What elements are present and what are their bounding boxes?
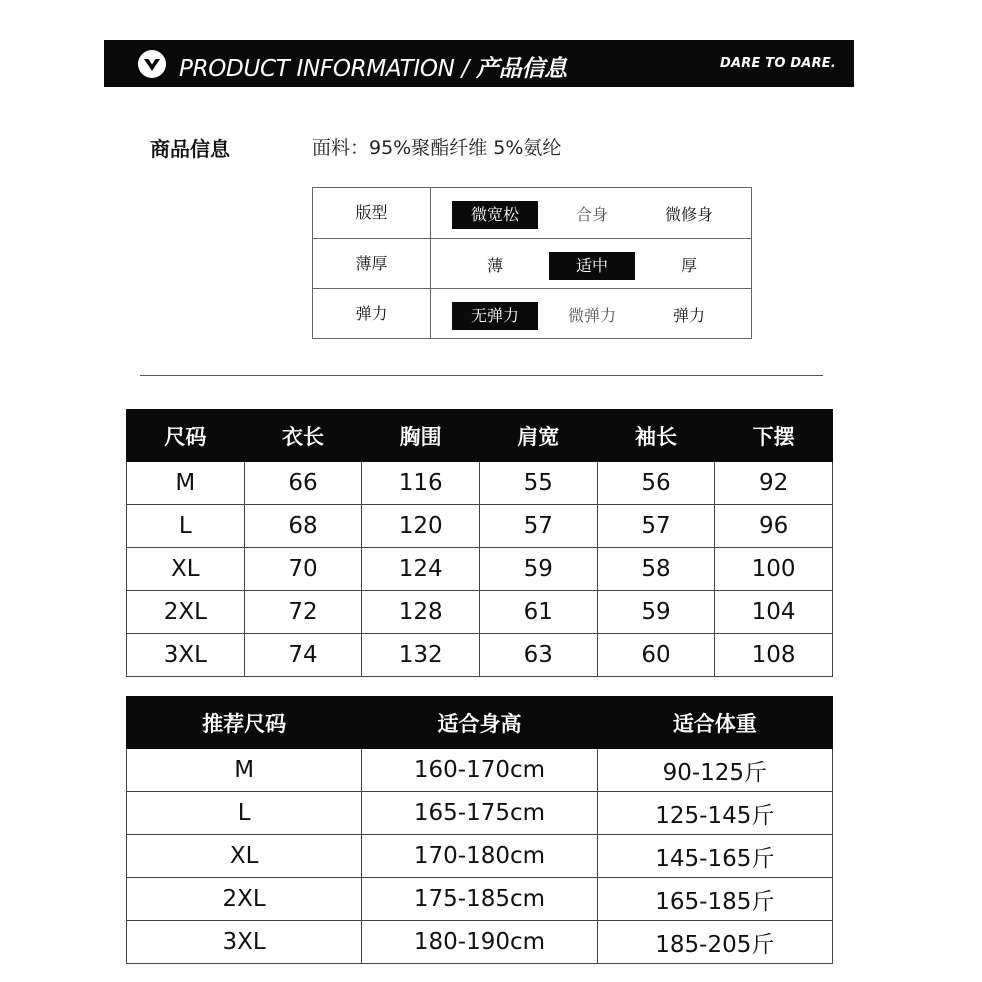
header-banner bbox=[104, 40, 854, 87]
spec-option: 微弹力 bbox=[567, 306, 616, 325]
table-cell: 128 bbox=[362, 591, 480, 634]
table-row bbox=[127, 591, 833, 634]
column-header: 肩宽 bbox=[479, 410, 597, 462]
table-cell: 120 bbox=[362, 505, 480, 548]
spec-option: 合身 bbox=[575, 205, 608, 224]
table-cell: 125-145斤 bbox=[597, 792, 832, 835]
table-cell: 145-165斤 bbox=[597, 835, 832, 878]
table-cell: 3XL bbox=[127, 921, 362, 964]
table-cell: 74 bbox=[244, 634, 362, 677]
table-cell: 59 bbox=[479, 548, 597, 591]
spec-option-selected: 无弹力 bbox=[452, 302, 538, 330]
brand-slogan: DARE TO DARE. bbox=[720, 56, 836, 71]
table-cell: 57 bbox=[479, 505, 597, 548]
table-cell: L bbox=[127, 792, 362, 835]
table-cell: 124 bbox=[362, 548, 480, 591]
column-header: 胸围 bbox=[362, 410, 480, 462]
table-cell: 132 bbox=[362, 634, 480, 677]
column-header: 下摆 bbox=[715, 410, 833, 462]
spec-category: 版型 bbox=[355, 203, 388, 222]
table-cell: 56 bbox=[597, 462, 715, 505]
column-header: 适合体重 bbox=[597, 697, 832, 749]
table-row bbox=[127, 462, 833, 505]
table-cell: 60 bbox=[597, 634, 715, 677]
spec-option: 弹力 bbox=[672, 306, 705, 325]
product-info-label: 商品信息 bbox=[150, 137, 230, 161]
table-cell: 104 bbox=[715, 591, 833, 634]
table-row bbox=[127, 505, 833, 548]
table-row bbox=[127, 878, 833, 921]
table-cell: 68 bbox=[244, 505, 362, 548]
table-cell: 55 bbox=[479, 462, 597, 505]
section-divider bbox=[140, 375, 823, 376]
column-header: 衣长 bbox=[244, 410, 362, 462]
spec-option: 薄 bbox=[486, 256, 503, 275]
spec-row bbox=[313, 188, 751, 238]
table-cell: 2XL bbox=[127, 878, 362, 921]
table-cell: 165-185斤 bbox=[597, 878, 832, 921]
recommendation-header bbox=[127, 697, 833, 749]
table-cell: XL bbox=[127, 835, 362, 878]
spec-row bbox=[313, 238, 751, 289]
spec-option-selected: 适中 bbox=[549, 252, 635, 280]
table-row bbox=[127, 548, 833, 591]
table-cell: 165-175cm bbox=[362, 792, 597, 835]
table-cell: 57 bbox=[597, 505, 715, 548]
table-cell: XL bbox=[127, 548, 245, 591]
fabric-composition: 面料：95%聚酯纤维 5%氨纶 bbox=[312, 137, 562, 159]
table-cell: 108 bbox=[715, 634, 833, 677]
column-header: 推荐尺码 bbox=[127, 697, 362, 749]
table-cell: 92 bbox=[715, 462, 833, 505]
table-row bbox=[127, 921, 833, 964]
spec-option: 微修身 bbox=[664, 205, 713, 224]
table-row bbox=[127, 749, 833, 792]
table-cell: 185-205斤 bbox=[597, 921, 832, 964]
spec-table bbox=[312, 187, 752, 339]
table-row bbox=[127, 792, 833, 835]
table-cell: 116 bbox=[362, 462, 480, 505]
size-recommendation-table bbox=[126, 696, 833, 964]
spec-option: 厚 bbox=[680, 256, 697, 275]
size-chart-header bbox=[127, 410, 833, 462]
size-chart-table bbox=[126, 409, 833, 677]
table-cell: M bbox=[127, 749, 362, 792]
table-cell: 2XL bbox=[127, 591, 245, 634]
table-cell: 3XL bbox=[127, 634, 245, 677]
table-cell: 63 bbox=[479, 634, 597, 677]
brand-logo-icon bbox=[137, 49, 167, 79]
table-cell: 70 bbox=[244, 548, 362, 591]
column-header: 适合身高 bbox=[362, 697, 597, 749]
page-title: PRODUCT INFORMATION / 产品信息 bbox=[179, 56, 567, 82]
table-cell: 180-190cm bbox=[362, 921, 597, 964]
column-header: 尺码 bbox=[127, 410, 245, 462]
spec-category: 薄厚 bbox=[355, 254, 388, 273]
table-cell: L bbox=[127, 505, 245, 548]
spec-option-selected: 微宽松 bbox=[452, 201, 538, 229]
table-row bbox=[127, 835, 833, 878]
table-cell: 96 bbox=[715, 505, 833, 548]
table-cell: 175-185cm bbox=[362, 878, 597, 921]
table-cell: 66 bbox=[244, 462, 362, 505]
table-cell: M bbox=[127, 462, 245, 505]
table-cell: 90-125斤 bbox=[597, 749, 832, 792]
spec-row bbox=[313, 288, 751, 339]
table-cell: 170-180cm bbox=[362, 835, 597, 878]
table-cell: 72 bbox=[244, 591, 362, 634]
table-cell: 100 bbox=[715, 548, 833, 591]
spec-category: 弹力 bbox=[355, 304, 388, 323]
table-row bbox=[127, 634, 833, 677]
column-header: 袖长 bbox=[597, 410, 715, 462]
table-cell: 160-170cm bbox=[362, 749, 597, 792]
table-cell: 61 bbox=[479, 591, 597, 634]
table-cell: 58 bbox=[597, 548, 715, 591]
table-cell: 59 bbox=[597, 591, 715, 634]
